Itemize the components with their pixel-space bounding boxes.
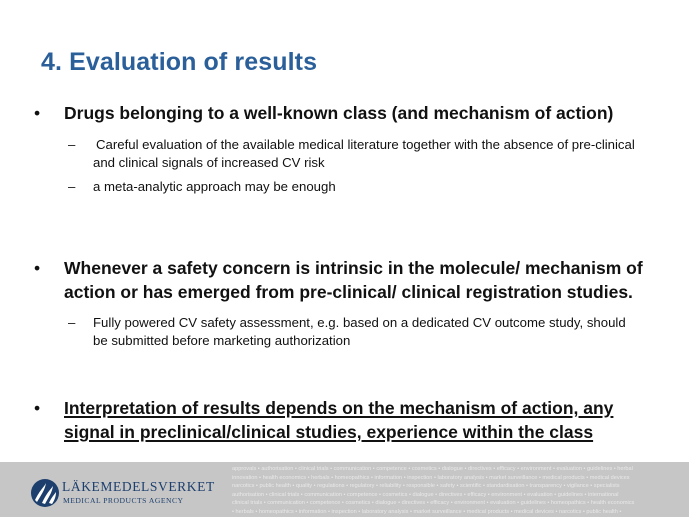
bullet-marker: • (34, 398, 41, 418)
logo-subtitle: MEDICAL PRODUCTS AGENCY (63, 496, 184, 505)
wordcloud-line: innovation • health economics • herbals • homeopathics • information • inspection • laboratory analysis • market surveillance • medical products • medical devices (232, 474, 630, 481)
sub-bullet-text: Fully powered CV safety assessment, e.g. based on a dedicated CV outcome study, should be submitted before marketing authorization (93, 315, 626, 348)
bullet-marker: • (34, 258, 41, 278)
sub-bullet-1-2 (33, 178, 643, 196)
sub-bullet-marker: – (68, 315, 76, 330)
bullet-text: Drugs belonging to a well-known class (and mechanism of action) (64, 103, 614, 123)
sub-bullet-marker: – (68, 137, 76, 152)
logo-name: LÄKEMEDELSVERKET (62, 479, 215, 494)
slide-title: 4. Evaluation of results (41, 48, 318, 76)
bullet-marker: • (34, 103, 41, 123)
wordcloud-line: narcotics • public health • quality • regulations • regulatory • reliability • responsible • safety • scientific • standardisation • transparency • vigilance • specialists (232, 483, 620, 490)
wordcloud-line: • herbals • homeopathics • information • inspection • laboratory analysis • market surveillance • medical products • medical devices • narcotics • public health • (232, 508, 622, 515)
bullet-3 (33, 396, 643, 444)
sub-bullet-marker: – (68, 179, 76, 194)
footer-band (0, 462, 689, 517)
bullet-2 (33, 256, 643, 350)
wordcloud-line: clinical trials • communication • competence • cosmetics • dialogue • directives • efficacy • environment • evaluation • guidelines • homeopathics • health economics (232, 500, 635, 507)
sub-bullet-1-1 (33, 136, 643, 172)
sub-bullet-text: a meta-analytic approach may be enough (93, 179, 336, 194)
agency-logo-icon (30, 478, 60, 508)
wordcloud-line: authorisation • clinical trials • communication • competence • cosmetics • dialogue • directives • efficacy • environment • evaluation • guidelines • international (232, 491, 619, 498)
bullet-text: Whenever a safety concern is intrinsic in the molecule/ mechanism of action or has emerged from pre-clinical/ clinical registration studies. (64, 258, 643, 302)
sub-bullet-text: Careful evaluation of the available medical literature together with the absence of pre-clinical and clinical signals of increased CV risk (93, 137, 635, 170)
sub-bullet-2-1 (33, 314, 643, 350)
bullet-1 (33, 101, 643, 196)
wordcloud-line: approvals • authorisation • clinical trials • communication • competence • cosmetics • dialogue • directives • efficacy • environment • evaluation • guidelines • herbal (232, 466, 633, 472)
footer-wordcloud (232, 465, 689, 517)
bullet-text: Interpretation of results depends on the mechanism of action, any signal in preclinical/clinical studies, experience within the class (64, 398, 614, 442)
